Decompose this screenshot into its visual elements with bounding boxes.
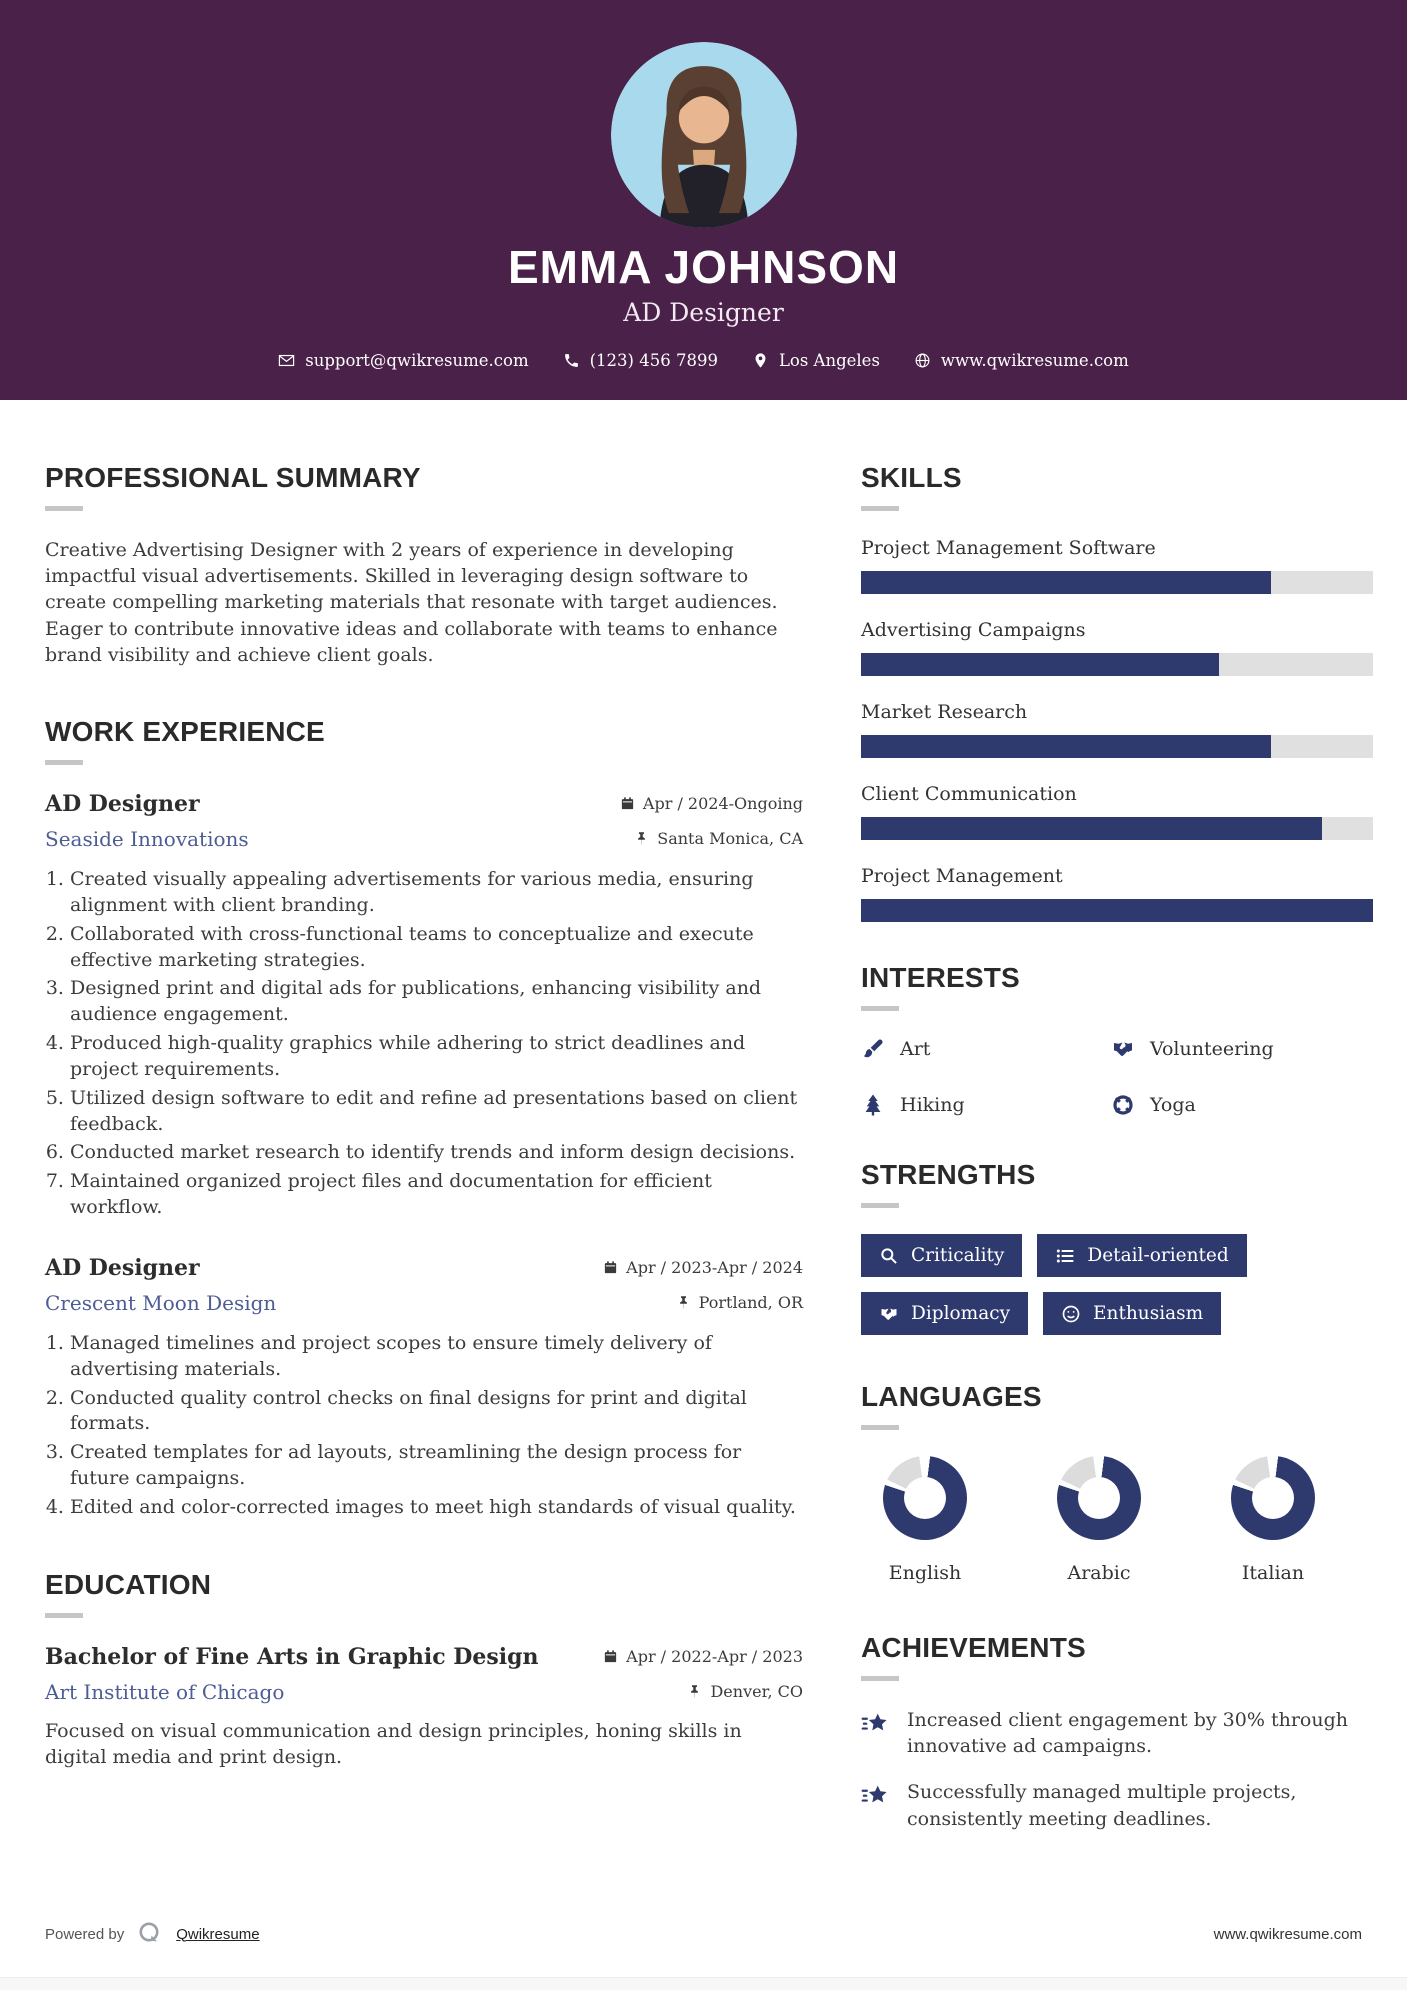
heading-rule xyxy=(861,506,899,511)
contact-website-text: www.qwikresume.com xyxy=(940,351,1129,370)
avatar xyxy=(611,42,797,228)
pushpin-icon xyxy=(676,1295,691,1310)
heading-rule xyxy=(861,1006,899,1011)
handshake-icon xyxy=(879,1304,899,1324)
paintbrush-icon xyxy=(861,1037,885,1061)
footer xyxy=(45,1920,1362,1948)
experience-bullet: 2. Conducted quality control checks on final designs for print and digital formats. xyxy=(70,1386,803,1438)
footer-branding xyxy=(45,1920,260,1948)
education-heading: EDUCATION xyxy=(45,1568,212,1600)
education-dates-text: Apr / 2022-Apr / 2023 xyxy=(626,1646,803,1666)
heading-rule xyxy=(861,1425,899,1430)
experience-bullet: 4. Produced high-quality graphics while adhering to strict deadlines and project requirements. xyxy=(70,1031,803,1083)
strength-label: Detail-oriented xyxy=(1087,1245,1229,1266)
interest-item xyxy=(1111,1037,1373,1061)
skill-bar xyxy=(861,653,1373,676)
shooting-star-icon xyxy=(861,1709,891,1739)
contact-phone[interactable] xyxy=(563,351,718,370)
interest-label: Hiking xyxy=(900,1094,965,1116)
job-dates xyxy=(620,794,803,813)
phone-icon xyxy=(563,352,580,369)
achievements-section xyxy=(861,1632,1373,1832)
education-location-text: Denver, CO xyxy=(710,1681,803,1701)
job-location-text: Portland, OR xyxy=(698,1292,803,1312)
pushpin-icon xyxy=(634,831,649,846)
contact-location-text: Los Angeles xyxy=(778,351,880,370)
handshake-icon xyxy=(1111,1037,1135,1061)
school-link[interactable]: Art Institute of Chicago xyxy=(45,1679,285,1704)
strengths-heading: STRENGTHS xyxy=(861,1159,1036,1190)
education-text: Focused on visual communication and design principles, honing skills in digital media and print design. xyxy=(45,1719,742,1768)
experience-bullet: 1. Created visually appealing advertisements for various media, ensuring alignment with client branding. xyxy=(70,867,803,919)
education-entry xyxy=(45,1644,803,1770)
interest-label: Art xyxy=(900,1038,931,1060)
person-name: EMMA JOHNSON xyxy=(507,241,900,293)
languages-heading: LANGUAGES xyxy=(861,1381,1042,1412)
skill-bar-fill xyxy=(861,817,1322,840)
interest-item xyxy=(861,1037,1111,1061)
language-label: English xyxy=(888,1562,962,1584)
interests-grid xyxy=(861,1037,1373,1117)
job-location xyxy=(634,829,803,848)
list-icon xyxy=(1055,1246,1075,1266)
skill-label: Project Management xyxy=(861,865,1063,887)
language-donut xyxy=(883,1456,967,1540)
skill-item xyxy=(861,865,1373,922)
languages-row xyxy=(861,1456,1373,1584)
tree-icon xyxy=(861,1093,885,1117)
calendar-icon xyxy=(620,796,635,811)
heading-rule xyxy=(45,760,83,765)
skill-item xyxy=(861,537,1373,594)
strengths-section xyxy=(861,1159,1373,1335)
skill-bar-fill xyxy=(861,571,1271,594)
interest-label: Volunteering xyxy=(1150,1038,1274,1060)
skill-bar-fill xyxy=(861,735,1271,758)
achievements-heading: ACHIEVEMENTS xyxy=(861,1632,1086,1663)
calendar-icon xyxy=(603,1260,618,1275)
main-content xyxy=(0,400,1407,1852)
qwikresume-logo-icon xyxy=(136,1920,164,1948)
person-job-title: AD Designer xyxy=(623,298,784,327)
heading-rule xyxy=(861,1203,899,1208)
interests-section xyxy=(861,962,1373,1117)
strength-badge xyxy=(1043,1292,1221,1335)
experience-bullet: 3. Created templates for ad layouts, streamlining the design process for future campaigns. xyxy=(70,1440,803,1492)
strengths-badges xyxy=(861,1234,1331,1335)
experience-heading: WORK EXPERIENCE xyxy=(45,716,325,748)
heading-rule xyxy=(861,1676,899,1681)
interest-label: Yoga xyxy=(1150,1094,1196,1116)
header xyxy=(0,0,1407,400)
heading-rule xyxy=(45,506,83,511)
skill-label: Client Communication xyxy=(861,783,1077,805)
magnifier-icon xyxy=(879,1246,899,1266)
experience-bullets xyxy=(45,867,803,1221)
powered-by-label: Powered by xyxy=(45,1925,125,1943)
experience-entry xyxy=(45,791,803,1221)
achievement-item xyxy=(861,1779,1373,1831)
company-link[interactable]: Seaside Innovations xyxy=(45,827,249,852)
footer-website: www.qwikresume.com xyxy=(1213,1925,1362,1943)
job-dates xyxy=(603,1258,803,1277)
education-location xyxy=(687,1682,803,1701)
skill-bar xyxy=(861,817,1373,840)
language-donut xyxy=(1231,1456,1315,1540)
experience-entry xyxy=(45,1255,803,1521)
language-label: Arabic xyxy=(1067,1562,1131,1584)
pushpin-icon xyxy=(687,1684,702,1699)
left-column xyxy=(45,462,803,1852)
experience-bullets xyxy=(45,1331,803,1521)
contact-phone-text: (123) 456 7899 xyxy=(589,351,718,370)
strength-badge xyxy=(861,1292,1028,1335)
location-icon xyxy=(752,352,769,369)
job-title: AD Designer xyxy=(45,1254,200,1281)
skill-bar xyxy=(861,735,1373,758)
interest-item xyxy=(1111,1093,1373,1117)
achievement-item xyxy=(861,1707,1373,1759)
skill-bar-fill xyxy=(861,653,1219,676)
achievement-text: Increased client engagement by 30% through innovative ad campaigns. xyxy=(907,1709,1348,1758)
strength-badge xyxy=(1037,1234,1246,1277)
contact-website[interactable] xyxy=(914,351,1129,370)
skill-bar xyxy=(861,899,1373,922)
job-dates-text: Apr / 2024-Ongoing xyxy=(642,794,803,814)
skill-label: Project Management Software xyxy=(861,537,1156,559)
experience-bullet: 6. Conducted market research to identify trends and inform design decisions. xyxy=(70,1140,803,1166)
achievement-text: Successfully managed multiple projects, consistently meeting deadlines. xyxy=(907,1781,1297,1830)
strength-label: Enthusiasm xyxy=(1093,1303,1204,1324)
strength-badge xyxy=(861,1234,1022,1277)
skill-bar-fill xyxy=(861,899,1373,922)
skills-heading: SKILLS xyxy=(861,462,962,493)
job-location-text: Santa Monica, CA xyxy=(657,829,803,849)
education-section xyxy=(45,1569,803,1770)
job-dates-text: Apr / 2023-Apr / 2024 xyxy=(626,1257,803,1277)
interests-heading: INTERESTS xyxy=(861,962,1020,993)
skill-bar xyxy=(861,571,1373,594)
company-link[interactable]: Crescent Moon Design xyxy=(45,1290,277,1315)
skill-label: Market Research xyxy=(861,701,1028,723)
skill-label: Advertising Campaigns xyxy=(861,619,1086,641)
language-donut xyxy=(1057,1456,1141,1540)
education-dates xyxy=(603,1647,803,1666)
profile-photo xyxy=(611,42,797,228)
experience-bullet: 7. Maintained organized project files and documentation for efficient workflow. xyxy=(70,1169,803,1221)
language-item xyxy=(861,1456,989,1584)
experience-section xyxy=(45,716,803,1521)
summary-section xyxy=(45,462,803,668)
email-icon xyxy=(278,352,295,369)
languages-section xyxy=(861,1381,1373,1584)
language-item xyxy=(1209,1456,1337,1584)
contact-row xyxy=(278,351,1129,370)
qwikresume-link[interactable]: Qwikresume xyxy=(176,1925,260,1943)
globe-icon xyxy=(914,352,931,369)
skill-item xyxy=(861,783,1373,840)
contact-email-text: support@qwikresume.com xyxy=(305,351,529,370)
experience-bullet: 5. Utilized design software to edit and refine ad presentations based on client feedback. xyxy=(70,1086,803,1138)
language-label: Italian xyxy=(1241,1562,1305,1584)
job-title: AD Designer xyxy=(45,791,200,818)
language-item xyxy=(1035,1456,1163,1584)
strength-label: Diplomacy xyxy=(911,1303,1011,1324)
contact-location[interactable] xyxy=(752,351,880,370)
skill-item xyxy=(861,619,1373,676)
shooting-star-icon xyxy=(861,1781,891,1811)
job-location xyxy=(676,1293,803,1312)
experience-bullet: 4. Edited and color-corrected images to meet high standards of visual quality. xyxy=(70,1495,803,1521)
page-bottom-strip xyxy=(0,1977,1407,1990)
experience-bullet: 1. Managed timelines and project scopes to ensure timely delivery of advertising materials. xyxy=(70,1331,803,1383)
summary-text: Creative Advertising Designer with 2 years of experience in developing impactful visual advertisements. Skilled in leveraging design software to create compelling marketing materials that resonate with target audiences. Eager to contribute innovative ideas and collaborate with teams to enhance brand visibility and achieve client goals. xyxy=(45,539,778,666)
smiley-icon xyxy=(1061,1304,1081,1324)
calendar-icon xyxy=(603,1649,618,1664)
interest-item xyxy=(861,1093,1111,1117)
skill-item xyxy=(861,701,1373,758)
contact-email[interactable] xyxy=(278,351,528,370)
experience-bullet: 2. Collaborated with cross-functional teams to conceptualize and execute effective marketing strategies. xyxy=(70,922,803,974)
strength-label: Criticality xyxy=(911,1245,1005,1266)
summary-heading: PROFESSIONAL SUMMARY xyxy=(45,462,421,493)
experience-bullet: 3. Designed print and digital ads for publications, enhancing visibility and audience engagement. xyxy=(70,976,803,1028)
heading-rule xyxy=(45,1613,83,1618)
right-column xyxy=(861,462,1373,1852)
degree-title: Bachelor of Fine Arts in Graphic Design xyxy=(45,1643,539,1670)
skills-section xyxy=(861,462,1373,922)
lifebuoy-icon xyxy=(1111,1093,1135,1117)
